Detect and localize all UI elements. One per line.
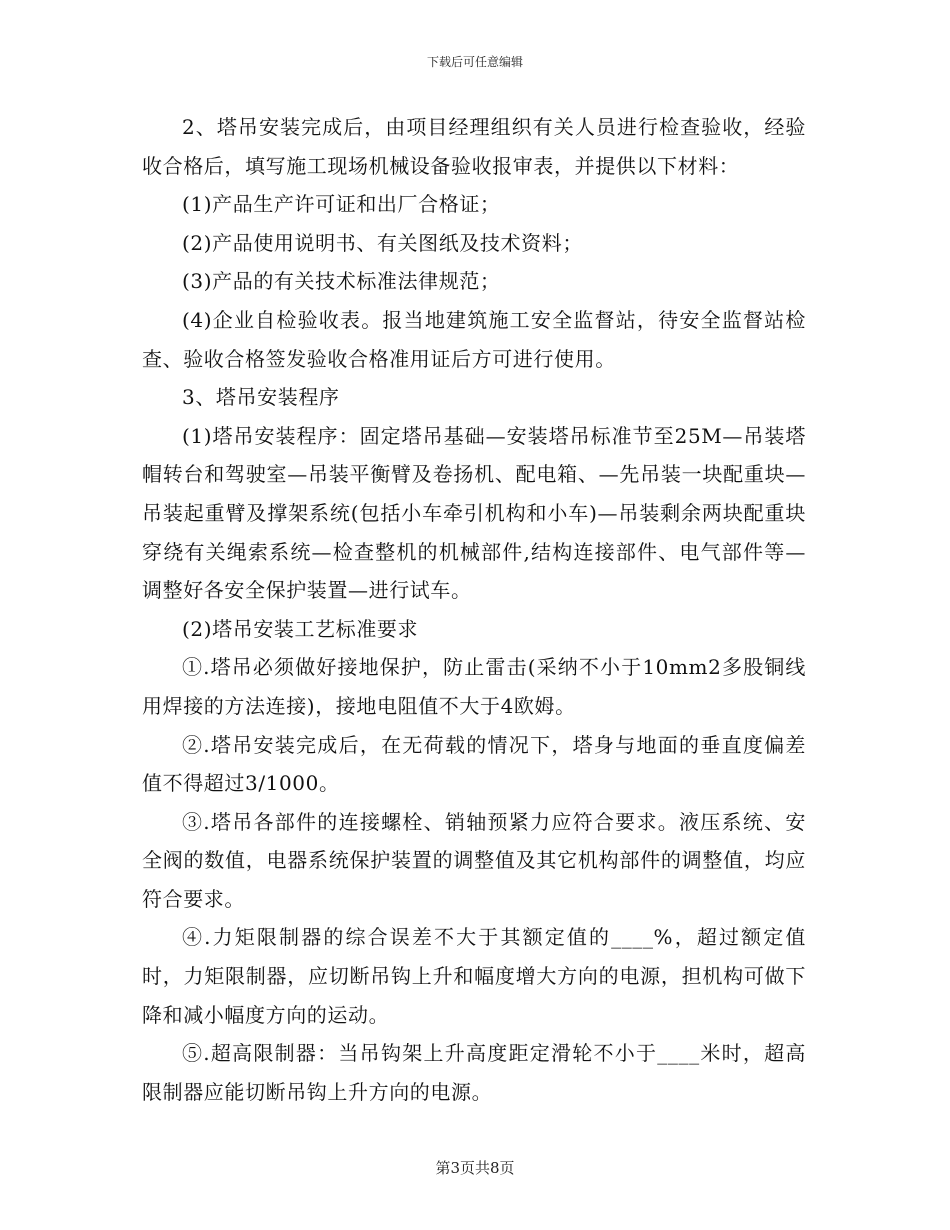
paragraph-procedure-steps: (1)塔吊安装程序：固定塔吊基础—安装塔吊标准节至25M—吊装塔帽转台和驾驶室—吊装平衡臂及卷扬机、配电箱、—先吊装一块配重块—吊装起重臂及撑架系统(包括小车牵引机构和小车)—吊装剩余两块配重块穿绕有关绳索系统—检查整机的机械部件,结构连接部件、电气部件等—调整好各安全保护装置—进行试车。: [142, 423, 806, 603]
paragraph-item-2: (2)产品使用说明书、有关图纸及技术资料；: [182, 230, 583, 255]
paragraph-item-3: (3)产品的有关技术标准法律规范；: [182, 269, 501, 294]
paragraph-inspection: 2、塔吊安装完成后，由项目经理组织有关人员进行检查验收，经验收合格后，填写施工现场机械设备验收报审表，并提供以下材料：: [142, 115, 806, 178]
document-body: [142, 108, 806, 1111]
page-number: 第3页共8页: [435, 1159, 515, 1177]
paragraph-item-1: (1)产品生产许可证和出厂合格证；: [182, 192, 501, 217]
paragraph-standard-5: ⑤.超高限制器：当吊钩架上升高度距定滑轮不小于____米时，超高限制器应能切断吊钩上升方向的电源。: [142, 1041, 806, 1104]
paragraph-item-4: (4)企业自检验收表。报当地建筑施工安全监督站，待安全监督站检查、验收合格签发验收合格准用证后方可进行使用。: [142, 307, 806, 371]
page-header: 下载后可任意编辑: [426, 55, 523, 69]
subsection-heading-standards: (2)塔吊安装工艺标准要求: [182, 616, 419, 641]
section-heading-installation-procedure: 3、塔吊安装程序: [182, 385, 340, 410]
paragraph-standard-3: ③.塔吊各部件的连接螺栓、销轴预紧力应符合要求。液压系统、安全阀的数值，电器系统保护装置的调整值及其它机构部件的调整值，均应符合要求。: [142, 809, 806, 911]
paragraph-standard-2: ②.塔吊安装完成后，在无荷载的情况下，塔身与地面的垂直度偏差值不得超过3/1000。: [142, 732, 806, 796]
paragraph-standard-1: ①.塔吊必须做好接地保护，防止雷击(采纳不小于10mm2多股铜线用焊接的方法连接)，接地电阻值不大于4欧姆。: [142, 655, 806, 718]
paragraph-standard-4: ④.力矩限制器的综合误差不大于其额定值的____%，超过额定值时，力矩限制器，应切断吊钩上升和幅度增大方向的电源，担机构可做下降和减小幅度方向的运动。: [142, 925, 806, 1027]
